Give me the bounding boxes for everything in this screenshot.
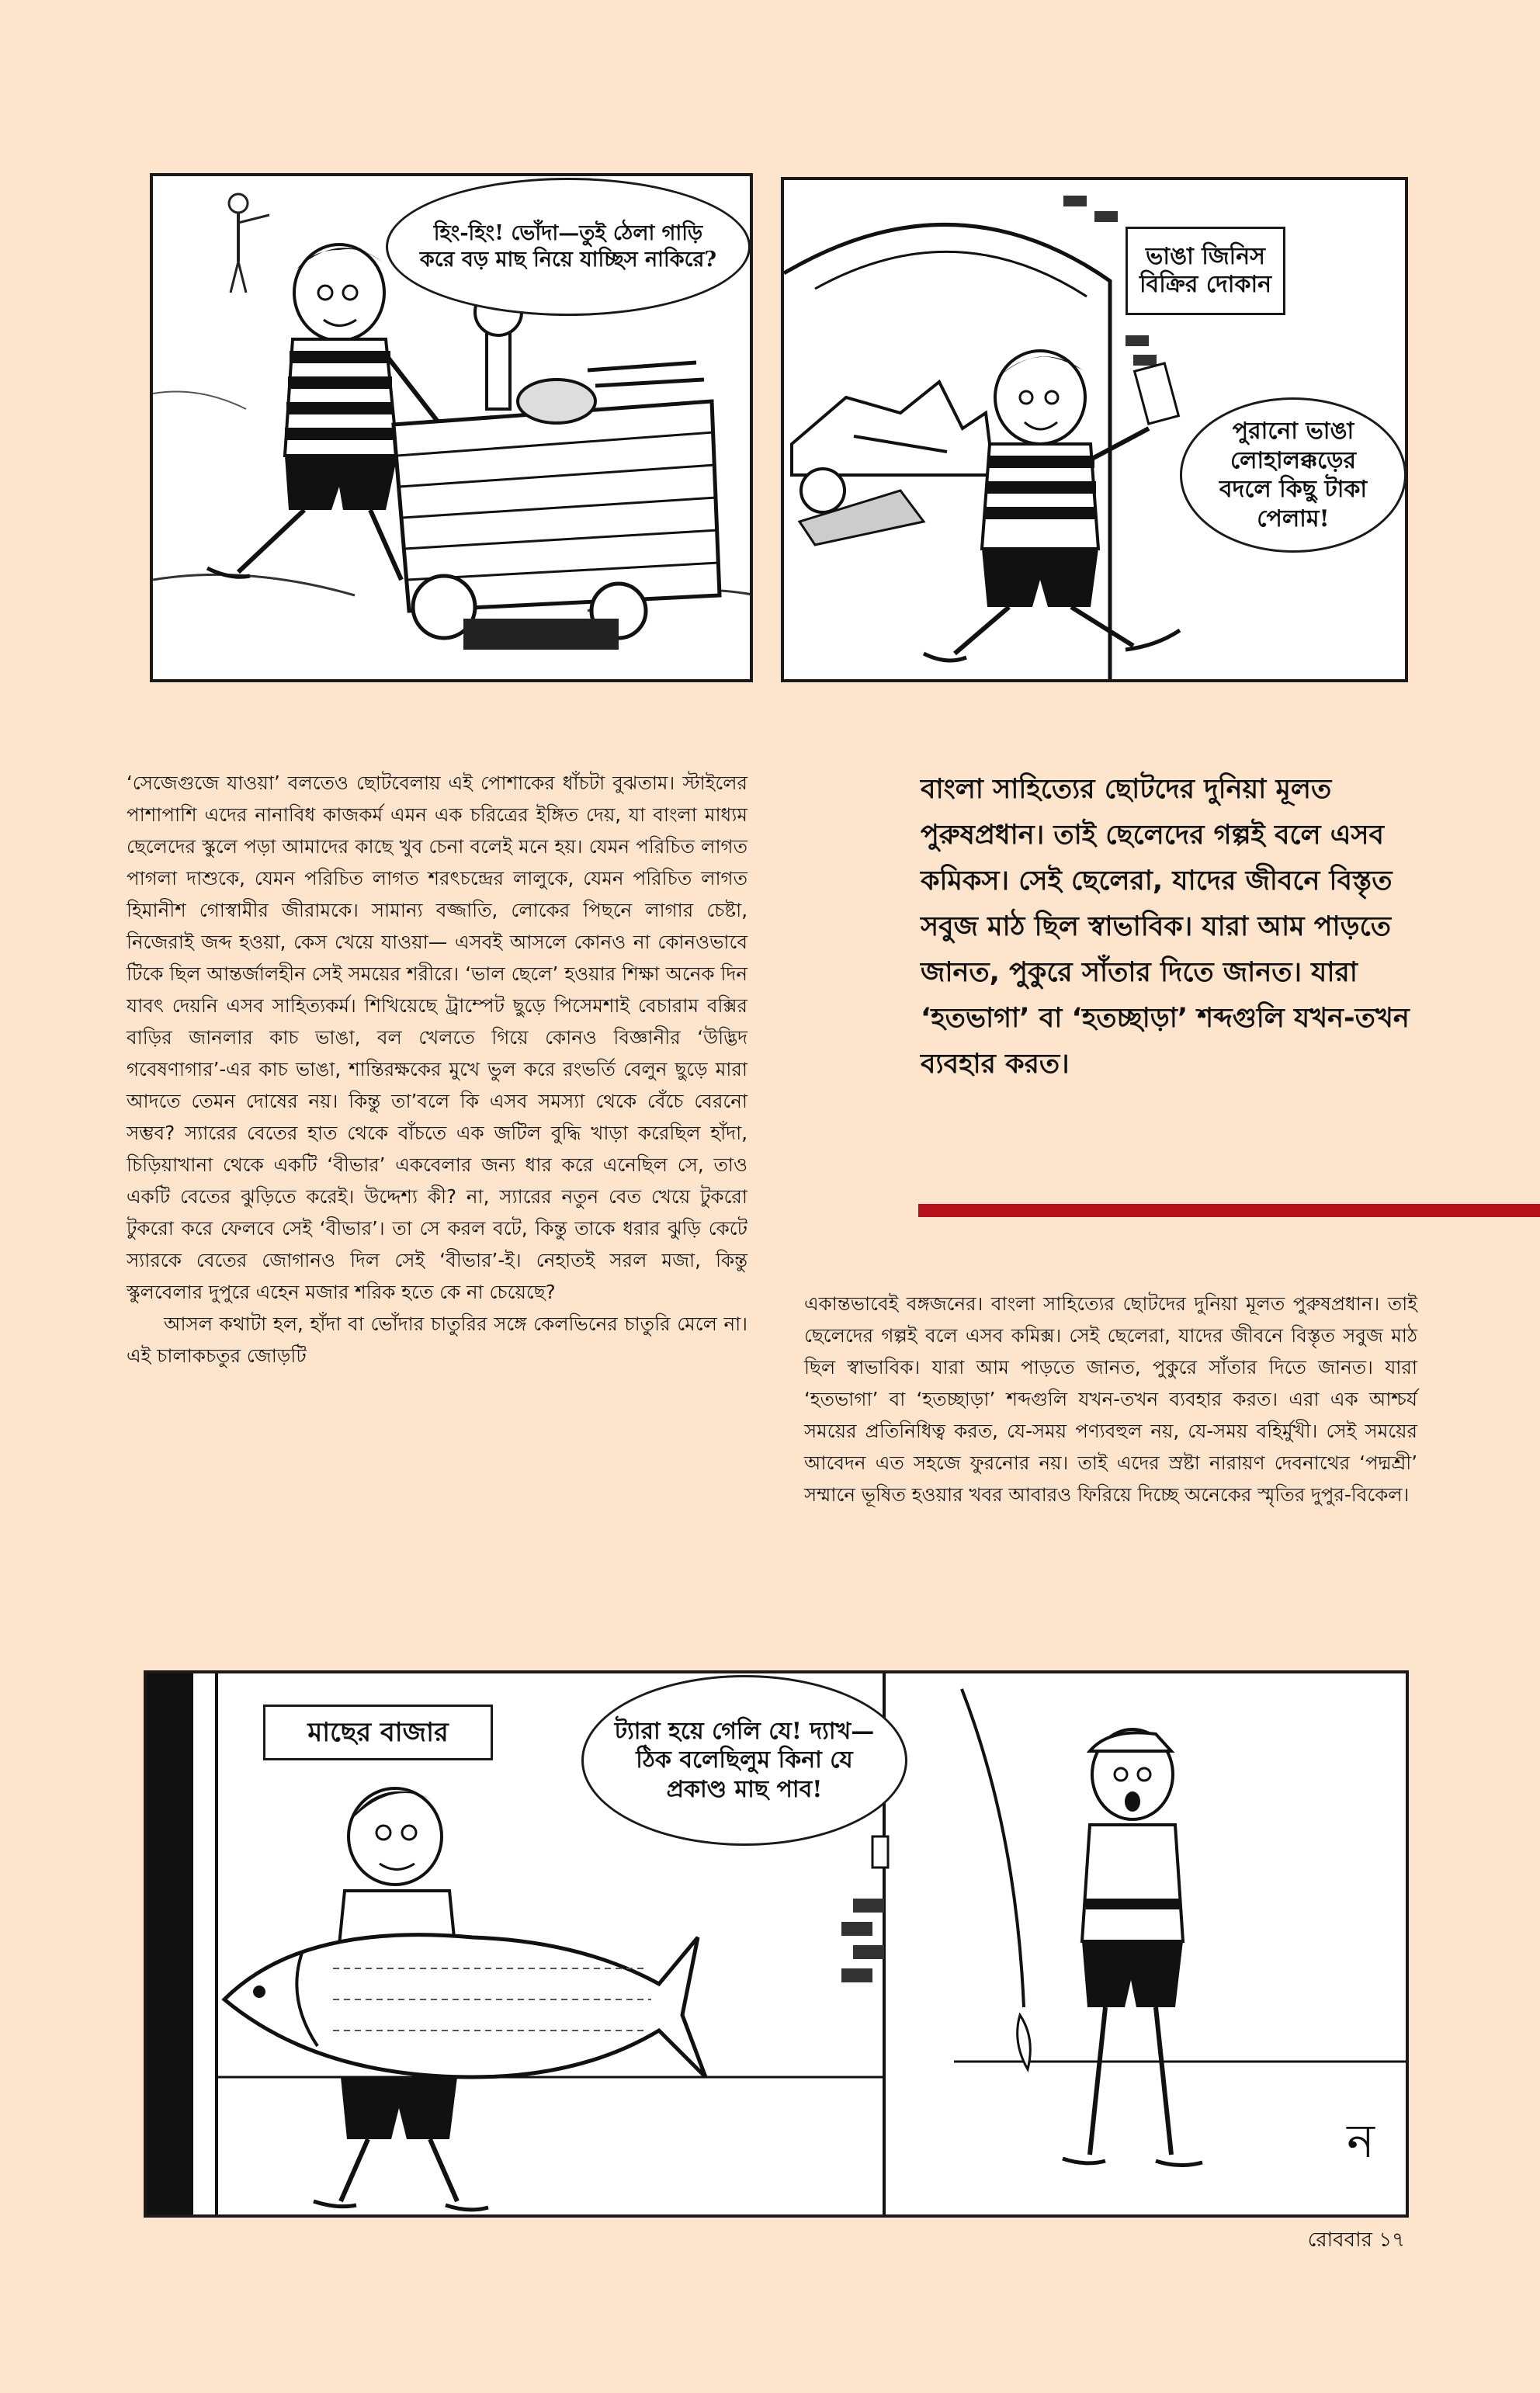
artist-signature: ন (1347, 2114, 1375, 2169)
speech-bubble-scrap-shop: পুরানো ভাঙা লোহালক্কড়ের বদলে কিছু টাকা পেলাম! (1180, 397, 1406, 553)
page-footer: রোববার ১৭ (1307, 2228, 1405, 2252)
scrap-shop-sign: ভাঙা জিনিস বিক্রির দোকান (1126, 227, 1285, 315)
comic-panel-fish-market (144, 1670, 1409, 2218)
pull-quote-divider (918, 1204, 1540, 1217)
article-paragraph-1: ‘সেজেগুজে যাওয়া’ বলতেও ছোটবেলায় এই পোশাকের ধাঁচটা বুঝতাম। স্টাইলের পাশাপাশি এদের নানাবিধ কাজকর্ম এমন এক চরিত্রের ইঙ্গিত দেয়, যা বাংলা মাধ্যম ছেলেদের স্কুলে পড়া আমাদের কাছে খুব চেনা বলেই মনে হয়। যেমন পরিচিত লাগত পাগলা দাশুকে, যেমন পরিচিত লাগত শরৎচন্দ্রের লালুকে, যেমন পরিচিত লাগত হিমানীশ গোস্বামীর জীরামকে। সামান্য বজ্জাতি, লোকের পিছনে লাগার চেষ্টা, নিজেরাই জব্দ হওয়া, কেস খেয়ে যাওয়া— এসবই আসলে কোনও না কোনওভাবে টিকে ছিল আন্তর্জালহীন সেই সময়ের শরীরে। ‘ভাল ছেলে’ হওয়ার শিক্ষা অনেক দিন যাবৎ দেয়নি এসব সাহিত্যকর্ম। শিখিয়েছে ট্রাম্পেট ছুড়ে পিসেমশাই বেচারাম বক্সির বাড়ির জানলার কাচ ভাঙা, বল খেলতে গিয়ে কোনও বিজ্ঞানীর ‘উদ্ভিদ গবেষণাগার’-এর কাচ ভাঙা, শান্তিরক্ষকের মুখে ভুল করে রংভর্তি বেলুন ছুড়ে মারা আদতে তেমন দোষের নয়। কিন্তু তা’বলে কি এসব সমস্যা থেকে বেঁচে বেরনো সম্ভব? স্যারের বেতের হাত থেকে বাঁচতে এক জটিল বুদ্ধি খাড়া করেছিল হাঁদা, চিড়িয়াখানা থেকে একটি ‘বীভার’ একবেলার জন্য ধার করে এনেছিল সে, তাও একটি বেতের ঝুড়িতে করেই। উদ্দেশ্য কী? না, স্যারের নতুন বেত খেয়ে টুকরো টুকরো করে ফেলবে সেই ‘বীভার’। তা সে করল বটে, কিন্তু তাকে ধরার ঝুড়ি কেটে স্যারকে বেতের জোগানও দিল সেই ‘বীভার’-ই। নেহাতই সরল মজা, কিন্তু স্কুলবেলার দুপুরে এহেন মজার শরিক হতে কে না চেয়েছে? (127, 772, 747, 1303)
article-column-1 (127, 767, 747, 1372)
article-column-2 (804, 1288, 1417, 1510)
pull-quote: বাংলা সাহিত্যের ছোটদের দুনিয়া মূলত পুরুষপ্রধান। তাই ছেলেদের গল্পই বলে এসব কমিকস। সেই ছেলেরা, যাদের জীবনে বিস্তৃত সবুজ মাঠ ছিল স্বাভাবিক। যারা আম পাড়তে জানত, পুকুরে সাঁতার দিতে জানত। যারা ‘হতভাগা’ বা ‘হতচ্ছাড়া’ শব্দগুলি যখন-তখন ব্যবহার করত। (921, 774, 1410, 1080)
speech-bubble-cart: হিং-হিং! ভোঁদা—তুই ঠেলা গাড়ি করে বড় মাছ নিয়ে যাচ্ছিস নাকিরে? (386, 178, 751, 316)
comic-panel-scrap-shop (781, 177, 1408, 682)
article-paragraph-2: আসল কথাটা হল, হাঁদা বা ভোঁদার চাতুরির সঙ্গে কেলভিনের চাতুরি মেলে না। এই চালাকচতুর জোড়টি (127, 1313, 747, 1367)
fish-market-sign: মাছের বাজার (263, 1705, 493, 1760)
comic-panel-cart (150, 173, 753, 682)
article-paragraph-3: একান্তভাবেই বঙ্গজনের। বাংলা সাহিত্যের ছোটদের দুনিয়া মূলত পুরুষপ্রধান। তাই ছেলেদের গল্পই বলে এসব কমিক্স। সেই ছেলেরা, যাদের জীবনে বিস্তৃত সবুজ মাঠ ছিল স্বাভাবিক। যারা আম পাড়তে জানত, পুকুরে সাঁতার দিতে জানত। যারা ‘হতভাগা’ বা ‘হতচ্ছাড়া’ শব্দগুলি যখন-তখন ব্যবহার করত। এরা এক আশ্চর্য সময়ের প্রতিনিধিত্ব করত, যে-সময় পণ্যবহুল নয়, যে-সময় বহির্মুখী। সেই সময়ের আবেদন এত সহজে ফুরনোর নয়। তাই এদের স্রষ্টা নারায়ণ দেবনাথের ‘পদ্মশ্রী’ সম্মানে ভূষিত হওয়ার খবর আবারও ফিরিয়ে দিচ্ছে অনেকের স্মৃতির দুপুর-বিকেল। (804, 1292, 1417, 1506)
speech-bubble-fish: ট্যারা হয়ে গেলি যে! দ্যাখ—ঠিক বলেছিলুম কিনা যে প্রকাণ্ড মাছ পাব! (581, 1675, 907, 1846)
